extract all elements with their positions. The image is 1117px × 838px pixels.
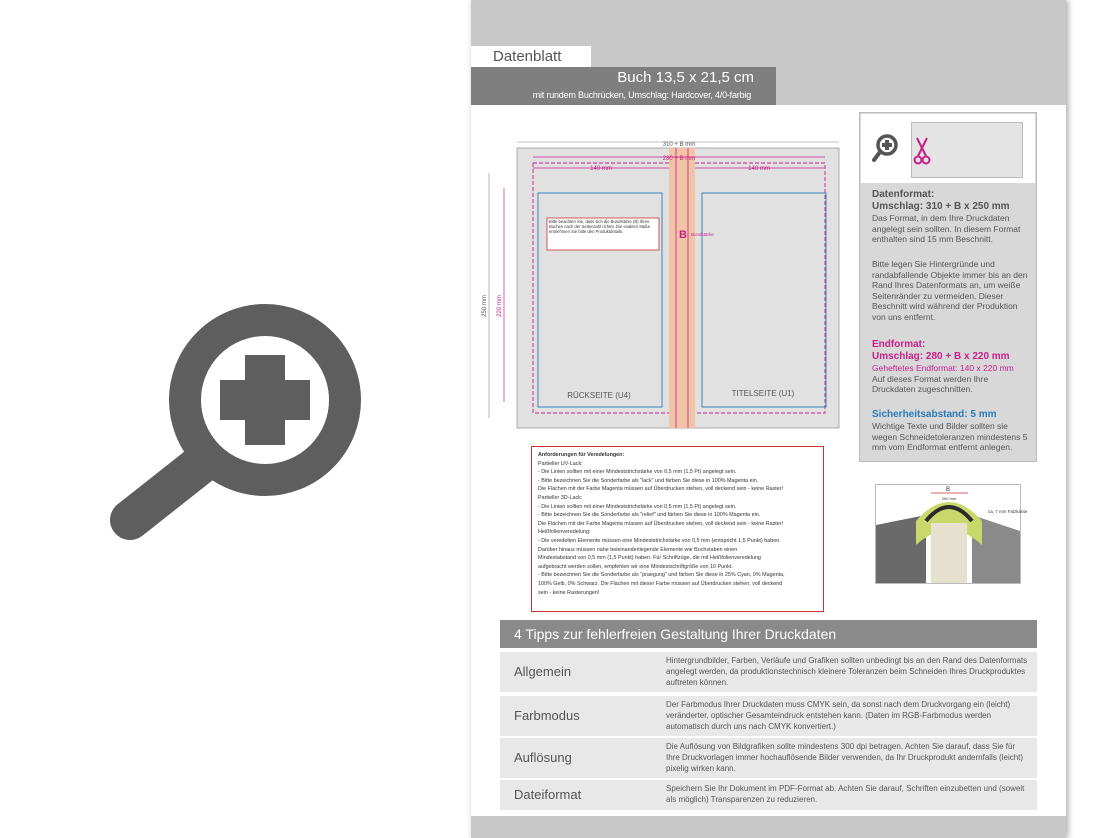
end-format-text: Auf dieses Format werden Ihre Druckdaten zugeschnitten.	[872, 373, 989, 394]
data-format-section	[872, 189, 1032, 245]
format-info-box	[859, 112, 1037, 462]
req-line: 100% Gelb, 0% Schwarz. Die Flächen mit dieser Farbe müssen auf Überdrucken stehen, voll deckend	[538, 580, 783, 587]
product-band	[471, 67, 776, 105]
req-line: Die Flächen mit der Farbe Magenta müssen auf Überdrucken stehen, voll deckend sein - keine Raster!	[538, 486, 784, 493]
end-format-size: Umschlag: 280 + B x 220 mm	[872, 351, 1010, 362]
req-line: Mindestabstand von 0,5 mm (1,5 Punkt) haben. Für Schriftzüge, die mit Heißfolienveredelung	[538, 555, 761, 562]
scissors-icon	[913, 136, 931, 166]
front-cover-label: TITELSEITE (U1)	[731, 389, 795, 398]
req-line: aufgebracht werden sollen, empfehlen wir eine Mindestschriftgröße von 10 Punkt.	[538, 563, 733, 570]
tip-row-resolution	[500, 738, 1037, 778]
dim-height-outer: 250 mm	[482, 295, 488, 317]
data-format-heading: Datenformat:	[872, 189, 935, 200]
tip-label: Dateiformat	[514, 787, 582, 802]
dim-right: 140 mm	[748, 166, 770, 172]
tip-label: Farbmodus	[514, 708, 580, 723]
tip-row-general	[500, 652, 1037, 692]
datasheet-page	[471, 0, 1066, 838]
tip-text: Die Auflösung von Bildgrafiken sollte mindestens 300 dpi betragen. Achten Sie darauf, dass Sie für Ihre Druckvorlagen immer hochauflösende Bilder verwenden, da Ihr Druckprodukt andernfalls (leicht) pixelig wirken kann.	[666, 742, 1024, 773]
req-line: - Die Linien sollten mit einer Mindeststrichstärke von 0,5 mm (1,5 Pt) angelegt sein.	[538, 503, 737, 510]
req-line: - Die Linien sollten mit einer Mindeststrichstärke von 0,5 mm (1,5 Pt) angelegt sein.	[538, 469, 737, 476]
finishing-requirements-box	[531, 446, 824, 612]
zoom-in-icon[interactable]	[100, 255, 360, 555]
data-format-size: Umschlag: 310 + B x 250 mm	[872, 201, 1010, 212]
req-line: Die Flächen mit der Farbe Magenta müssen auf Überdrucken stehen, voll deckend sein - keine Raster!	[538, 520, 784, 527]
tips-heading: 4 Tipps zur fehlerfreien Gestaltung Ihrer Druckdaten	[500, 620, 1037, 648]
req-line: - Bitte bezeichnen Sie die Sonderfarbe als "praegung" und färben Sie diese in 25% Cyan, 0% Magenta,	[538, 572, 785, 579]
tip-row-fileformat	[500, 780, 1037, 810]
dim-height-inner: 220 mm	[497, 295, 503, 317]
tip-text: Hintergrundbilder, Farben, Verläufe und Grafiken sollten unbedingt bis an den Rand des Datenformats angelegt werden, da produktionstechnisch kleinere Toleranzen beim Schneiden Ihres Druckproduktes auftreten können.	[666, 656, 1028, 687]
tip-row-colormode	[500, 696, 1037, 736]
req-line: sein - keine Rasterungen!	[538, 589, 600, 596]
zoom-in-small-icon[interactable]	[871, 132, 901, 166]
tip-label: Allgemein	[514, 664, 572, 679]
spine-b-dim: 250 mm	[941, 496, 957, 501]
safety-margin-section	[872, 409, 1032, 453]
sheet-title: Datenblatt	[471, 46, 591, 67]
end-format-folded: Geheftetes Endformat: 140 x 220 mm	[872, 363, 1014, 373]
safety-margin-heading: Sicherheitsabstand: 5 mm	[872, 409, 997, 420]
spine-marker: B	[679, 229, 687, 241]
sheet-footer-bar	[471, 816, 1066, 838]
end-format-section	[872, 339, 1032, 395]
dim-total: 310 + B mm	[662, 142, 696, 148]
background-note: Bitte legen Sie Hintergründe und randabfallende Objekte immer bis an den Rand Ihres Datenformats an, um weiße Seitenränder zu vermeiden. Dieser Beschnitt wird während der Produktion von uns entfernt.	[872, 259, 1028, 322]
tip-text: Speichern Sie Ihr Dokument im PDF-Format ab. Achten Sie darauf, Schriften einzubetten und (soweit als möglich) Transparenzen zu reduzieren.	[666, 784, 1025, 804]
req-line: - Bitte bezeichnen Sie die Sonderfarbe als "relief" und färben Sie diese in 100% Magenta ein.	[538, 512, 761, 519]
product-subtitle: mit rundem Buchrücken, Umschlag: Hardcover, 4/0-farbig	[532, 90, 751, 100]
tip-text: Der Farbmodus Ihrer Druckdaten muss CMYK sein, da sonst nach dem Druckvorgang ein (leicht) veränderter, optischer Gesamteindruck entstehen kann. (Daten im RGB-Farbmodus werden automatisch durch uns nach CMYK konvertiert.)	[666, 700, 1011, 731]
safety-margin-text: Wichtige Texte und Bilder sollten sie wegen Schneidetoleranzen mindestens 5 mm vom Endformat entfernt anlegen.	[872, 421, 1028, 452]
cover-layout-drawing	[471, 130, 856, 440]
req-line: - Die veredelten Elemente müssen eine Mindeststrichstärke von 0,5 mm (entspricht 1,5 Punkt) haben.	[538, 537, 781, 544]
data-format-text: Das Format, in dem Ihre Druckdaten angelegt sein sollten. In diesem Format enthalten sind 15 mm Beschnitt.	[872, 213, 1021, 244]
back-cover-label: RÜCKSEITE (U4)	[567, 391, 631, 400]
spine-label: Bundstärke	[691, 232, 714, 237]
dim-inner: 280 + B mm	[662, 156, 696, 162]
req-line: Partieller UV-Lack:	[538, 460, 583, 467]
spine-note: Bitte beachten Sie, dass sich die Bundstärke (B) Ihres Buches nach der Seitenzahl richtet. Die exakten Maße entnehmen Sie bitte den Produktdetails.	[549, 219, 651, 235]
req-line: Anforderungen für Veredelungen:	[538, 452, 625, 458]
req-line: - Bitte bezeichnen Sie die Sonderfarbe als "lack" und färben Sie diese in 100% Magenta ein.	[538, 477, 759, 484]
req-line: Darüber hinaus müssen nahe beieinanderliegende Elemente wie Buchstaben einen	[538, 546, 738, 553]
spine-b-label: B	[945, 487, 951, 493]
spine-area	[669, 148, 695, 428]
fold-edge-label: ca. 7 mm Falzkante	[988, 509, 1028, 514]
round-spine-illustration	[875, 484, 1028, 584]
req-line: Partieller 3D-Lack:	[538, 494, 583, 501]
product-title: Buch 13,5 x 21,5 cm	[617, 69, 754, 86]
end-format-heading: Endformat:	[872, 339, 926, 350]
detail-preview	[861, 114, 1035, 183]
req-line: Heißfolienveredelung:	[538, 529, 591, 536]
tip-label: Auflösung	[514, 750, 572, 765]
dim-left: 140 mm	[590, 166, 612, 172]
